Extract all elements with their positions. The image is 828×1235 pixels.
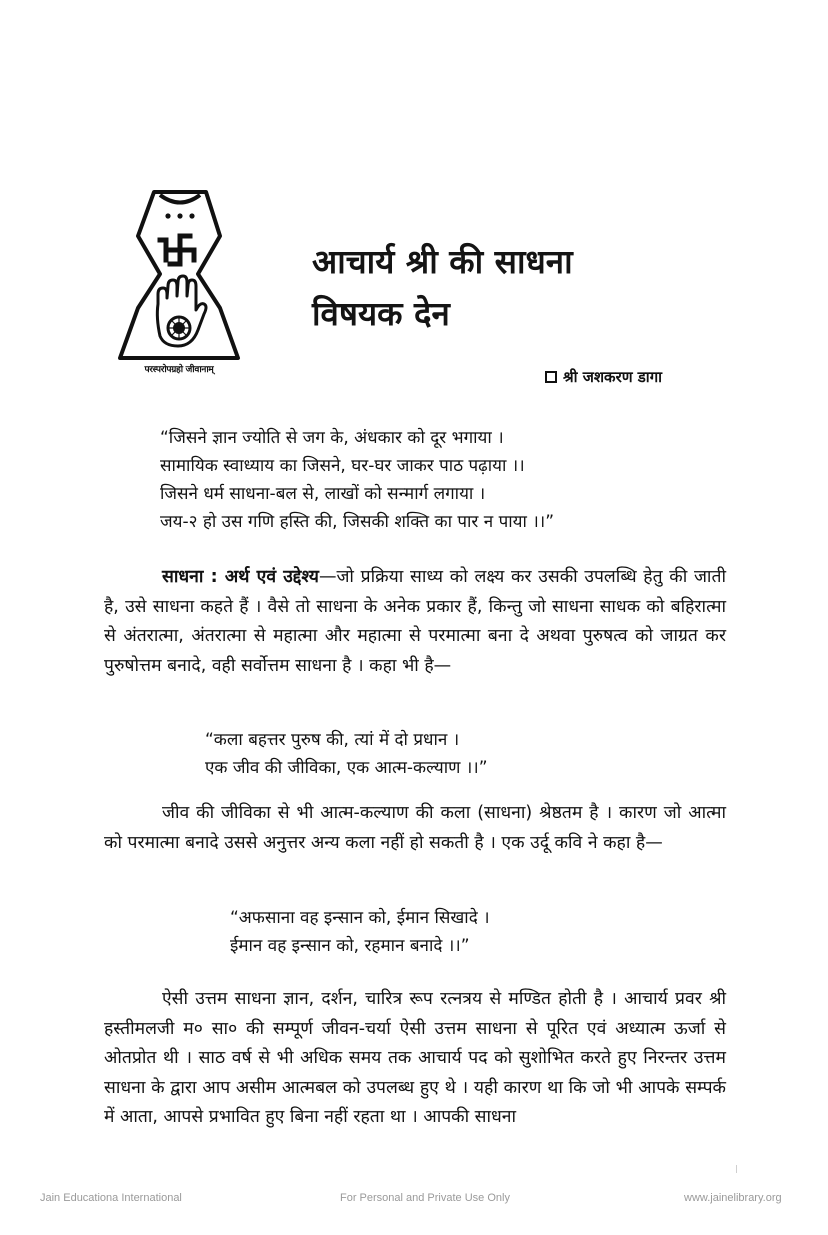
verse-block-3 bbox=[230, 904, 490, 960]
logo-caption: परस्परोपग्रहो जीवानाम् bbox=[144, 365, 214, 375]
paragraph-text: जीव की जीविका से भी आत्म-कल्याण की कला (साधना) श्रेष्ठतम है । कारण जो आत्मा को परमात्मा बनादे उससे अनुत्तर अन्य कला नहीं हो सकती है । एक उर्दू कवि ने कहा है— bbox=[104, 803, 726, 853]
footer-right-link[interactable]: www.jainelibrary.org bbox=[684, 1192, 782, 1204]
verse-line: जय-२ हो उस गणि हस्ति की, जिसकी शक्ति का पार न पाया ।।” bbox=[160, 512, 555, 532]
page-mark bbox=[736, 1165, 737, 1173]
paragraph-text: —जो प्रक्रिया साध्य को लक्ष्य कर उसकी उपलब्धि हेतु की जाती है, उसे साधना कहते हैं । वैसे तो साधना के अनेक प्रकार हैं, किन्तु जो साधना साधक को बहिरात्मा से अंतरात्मा, अंतरात्मा से महात्मा और महात्मा से परमात्मा बना दे अथवा पुरुषत्व को जाग्रत कर पुरुषोत्तम बनादे, वही सर्वोत्तम साधना है । कहा भी है— bbox=[104, 567, 726, 676]
title-line-1: आचार्य श्री की साधना bbox=[312, 242, 573, 281]
verse-line: एक जीव की जीविका, एक आत्म-कल्याण ।।” bbox=[205, 758, 488, 778]
square-bullet-icon bbox=[545, 371, 557, 383]
title-line-2: विषयक देन bbox=[312, 294, 450, 333]
jain-emblem-icon bbox=[116, 186, 242, 362]
verse-line: सामायिक स्वाध्याय का जिसने, घर-घर जाकर पाठ पढ़ाया ।। bbox=[160, 456, 525, 476]
verse-line: “जिसने ज्ञान ज्योति से जग के, अंधकार को दूर भगाया । bbox=[160, 428, 504, 448]
paragraph-3 bbox=[104, 985, 726, 1133]
section-heading: साधना : अर्थ एवं उद्देश्य bbox=[162, 567, 319, 587]
author-byline bbox=[545, 367, 662, 387]
verse-block-1 bbox=[160, 424, 554, 536]
verse-line: “कला बहत्तर पुरुष की, त्यां में दो प्रधान । bbox=[205, 730, 460, 750]
article-title bbox=[312, 236, 573, 340]
jain-emblem-logo bbox=[116, 186, 242, 380]
footer-center: For Personal and Private Use Only bbox=[340, 1192, 510, 1204]
verse-line: जिसने धर्म साधना-बल से, लाखों को सन्मार्ग लगाया । bbox=[160, 484, 486, 504]
verse-block-2 bbox=[205, 726, 488, 782]
paragraph-text: ऐसी उत्तम साधना ज्ञान, दर्शन, चारित्र रूप रत्नत्रय से मण्डित होती है । आचार्य प्रवर श्री हस्तीमलजी म० सा० की सम्पूर्ण जीवन-चर्या ऐसी उत्तम साधना से पूरित एवं अध्यात्म ऊर्जा से ओतप्रोत थी । साठ वर्ष से भी अधिक समय तक आचार्य पद को सुशोभित करते हुए निरन्तर उत्तम साधना के द्वारा आप असीम आत्मबल को उपलब्ध हुए थे । यही कारण था कि जो भी आपके सम्पर्क में आता, आपसे प्रभावित हुए बिना नहीं रहता था । आपकी साधना bbox=[104, 989, 726, 1127]
verse-line: “अफसाना वह इन्सान को, ईमान सिखादे । bbox=[230, 908, 490, 928]
paragraph-1 bbox=[104, 563, 726, 681]
paragraph-2 bbox=[104, 799, 726, 858]
author-name: श्री जशकरण डागा bbox=[563, 368, 663, 386]
verse-line: ईमान वह इन्सान को, रहमान बनादे ।।” bbox=[230, 936, 470, 956]
footer-left: Jain Educationa International bbox=[40, 1192, 182, 1204]
